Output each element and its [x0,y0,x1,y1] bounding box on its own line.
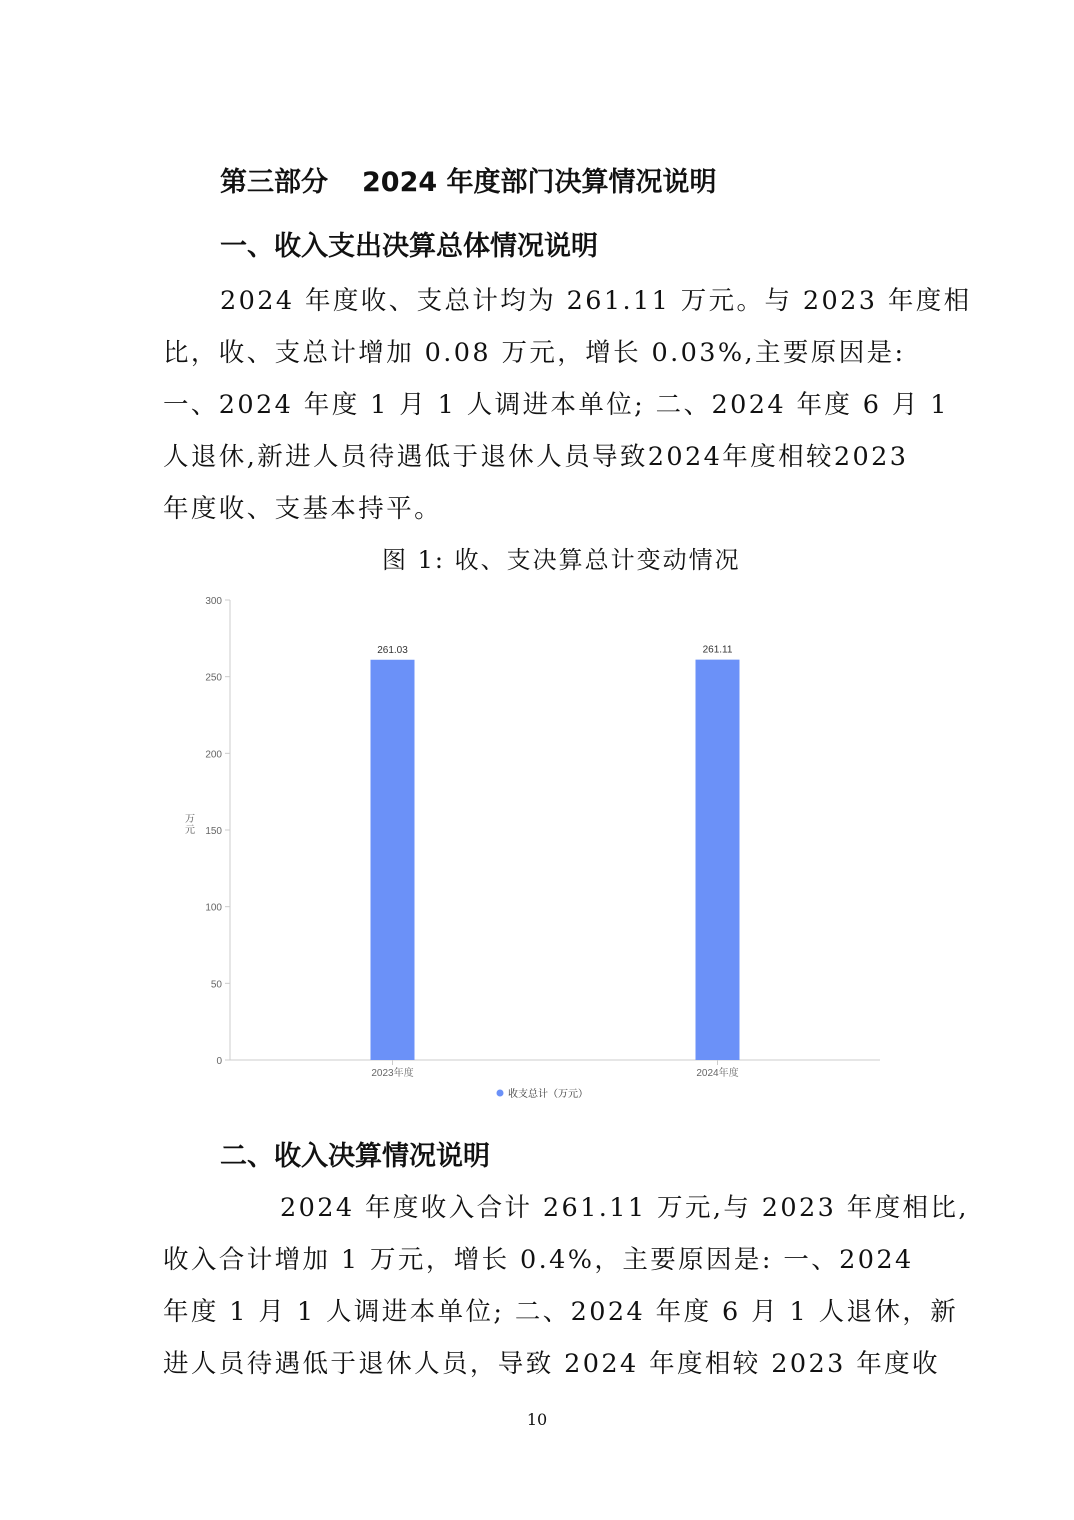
x-tick-label: 2024年度 [696,1068,739,1079]
paragraph-line: 进人员待遇低于退休人员，导致 2024 年度相较 2023 年度收 [163,1349,940,1379]
paragraph-line: 一、2024 年度 1 月 1 人调进本单位; 二、2024 年度 6 月 1 [163,390,949,420]
paragraph-line: 2024 年度收入合计 261.11 万元,与 2023 年度相比, [280,1193,969,1223]
legend-label: 收支总计（万元） [508,1089,588,1100]
bar [371,660,415,1060]
y-tick-label: 100 [205,902,222,914]
y-tick-label: 200 [205,749,222,761]
paragraph-line: 比，收、支总计增加 0.08 万元，增长 0.03%,主要原因是: [163,338,906,368]
page-title: 2024 年度部门决算情况说明 [362,167,717,198]
bar-data-label: 261.11 [702,644,733,656]
paragraph-line: 收入合计增加 1 万元，增长 0.4%，主要原因是: 一、2024 [163,1245,914,1275]
y-tick-label: 300 [205,596,222,607]
paragraph-line: 人退休,新进人员待遇低于退休人员导致2024年度相较2023 [163,442,909,472]
y-tick-label: 50 [210,979,222,991]
y-tick-label: 0 [216,1056,222,1067]
page-heading [220,160,717,199]
paragraph-line: 2024 年度收、支总计均为 261.11 万元。与 2023 年度相 [220,286,972,316]
y-tick-label: 150 [205,826,222,837]
bar [696,660,740,1060]
paragraph-line: 年度 1 月 1 人调进本单位; 二、2024 年度 6 月 1 人退休，新 [163,1297,959,1327]
bar-data-label: 261.03 [377,644,408,656]
section-heading-1: 一、收入支出决算总体情况说明 [220,231,598,262]
section-heading-2: 二、收入决算情况说明 [220,1141,490,1172]
x-tick-label: 2023年度 [371,1068,414,1079]
y-axis-title: 万元 [185,814,195,836]
figure-caption: 图 1: 收、支决算总计变动情况 [382,546,741,574]
paragraph-line: 年度收、支基本持平。 [163,494,443,524]
bar-chart [160,590,890,1120]
y-tick-label: 250 [205,672,222,684]
page-number: 10 [526,1410,548,1429]
part-label: 第三部分 [220,167,328,198]
legend-marker [497,1090,504,1097]
